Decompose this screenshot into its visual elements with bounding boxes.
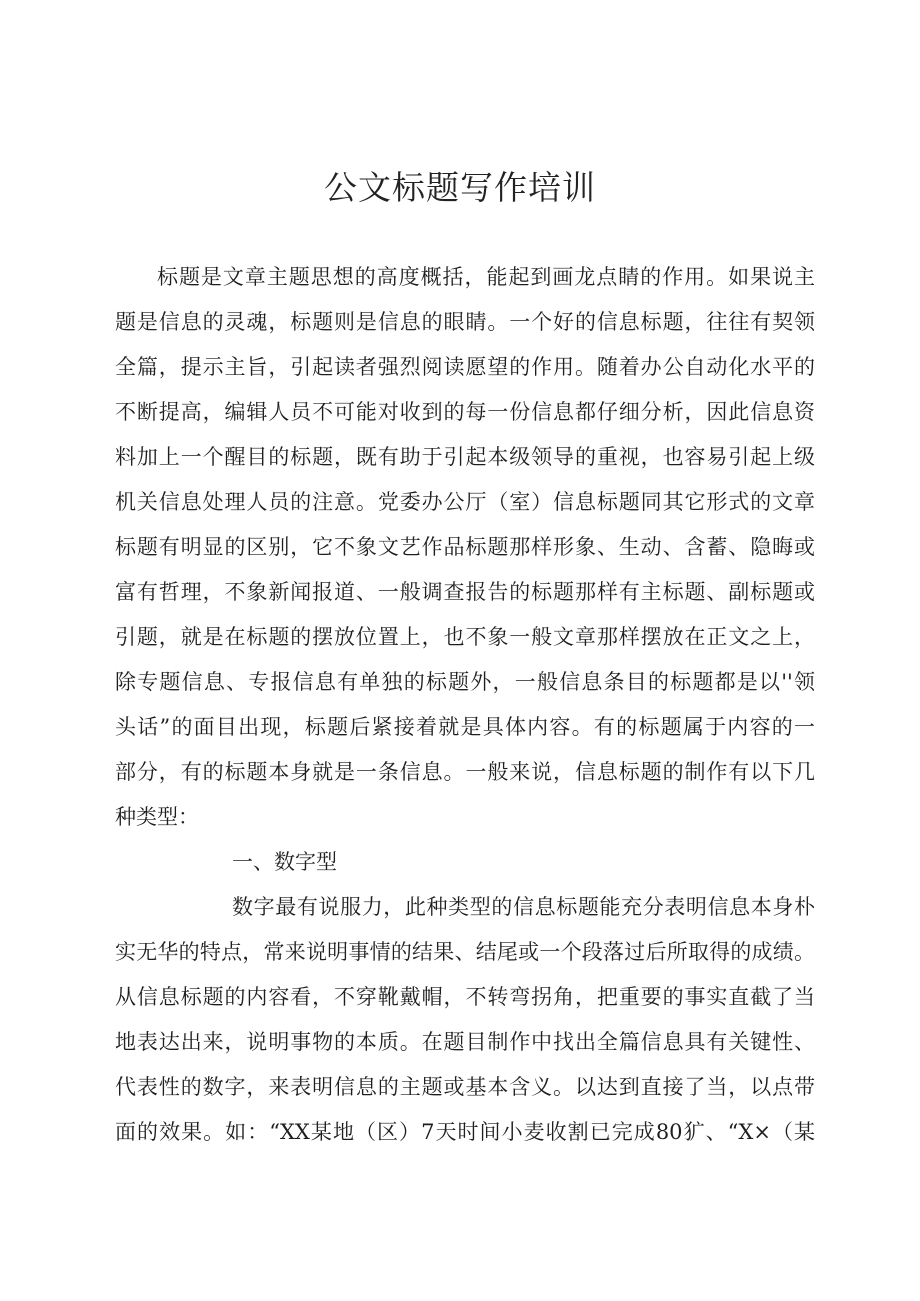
paragraph-line: 数字最有说服力，此种类型的信息标题能充分表明信息本身朴	[232, 895, 815, 919]
paragraph-line: 标题有明显的区别，它不象文艺作品标题那样形象、生动、含蓄、隐晦或	[115, 535, 815, 559]
paragraph-line: 地表达出来，说明事物的本质。在题目制作中找出全篇信息具有关键性、	[115, 1030, 815, 1054]
paragraph-line: 富有哲理，不象新闻报道、一般调查报告的标题那样有主标题、副标题或	[115, 580, 815, 604]
paragraph-line: 代表性的数字，来表明信息的主题或基本含义。以达到直接了当，以点带	[115, 1075, 815, 1099]
paragraph-line: 不断提高，编辑人员不可能对收到的每一份信息都仔细分析，因此信息资	[115, 400, 815, 424]
paragraph-line: 实无华的特点，常来说明事情的结果、结尾或一个段落过后所取得的成绩。	[115, 940, 815, 964]
paragraph-line: 题是信息的灵魂，标题则是信息的眼睛。一个好的信息标题，往往有契领	[115, 310, 815, 334]
paragraph-line: 引题，就是在标题的摆放位置上，也不象一般文章那样摆放在正文之上，	[115, 625, 815, 649]
document-title: 公文标题写作培训	[324, 168, 596, 207]
paragraph-line: 料加上一个醒目的标题，既有助于引起本级领导的重视，也容易引起上级	[115, 445, 815, 469]
paragraph-line: 部分，有的标题本身就是一条信息。一般来说，信息标题的制作有以下几	[115, 760, 815, 784]
paragraph-line: 从信息标题的内容看，不穿靴戴帽，不转弯拐角，把重要的事实直截了当	[115, 985, 815, 1009]
paragraph-line: 机关信息处理人员的注意。党委办公厅（室）信息标题同其它形式的文章	[115, 490, 815, 514]
paragraph-line: 种类型：	[115, 805, 199, 829]
paragraph-line: 头话”的面目出现，标题后紧接着就是具体内容。有的标题属于内容的一	[115, 715, 815, 739]
paragraph-line: 除专题信息、专报信息有单独的标题外，一般信息条目的标题都是以''领	[115, 670, 815, 694]
paragraph-line: 全篇，提示主旨，引起读者强烈阅读愿望的作用。随着办公自动化水平的	[115, 355, 815, 379]
paragraph-line: 面的效果。如：“XX某地（区）7天时间小麦收割已完成80犷、“X×（某	[115, 1120, 815, 1144]
paragraph-line: 标题是文章主题思想的高度概括，能起到画龙点睛的作用。如果说主	[157, 265, 815, 289]
section-heading-numeric: 一、数字型	[232, 850, 337, 874]
